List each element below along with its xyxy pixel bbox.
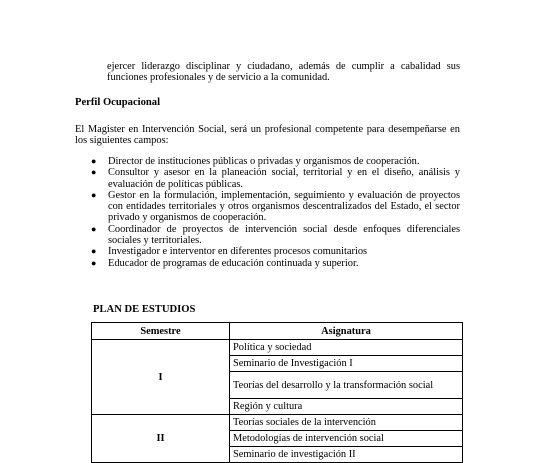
bullet-icon: ●: [91, 246, 97, 257]
perfil-list: [75, 156, 460, 269]
list-item: ● Investigador e interventor en diferentes procesos comunitarios: [91, 246, 368, 258]
list-item: ● Coordinador de proyectos de intervención social desde enfoques diferenciales sociales y territoriales.: [91, 223, 460, 247]
perfil-intro: El Magister en Intervención Social, será un profesional competente para desempeñarse en los siguientes campos:: [75, 124, 460, 147]
list-item: ● Director de instituciones públicas o privadas y organismos de cooperación.: [91, 156, 420, 167]
table-row: [92, 340, 463, 356]
subject-cell: Política y sociedad: [230, 340, 463, 356]
bullet-icon: ●: [91, 257, 97, 268]
subject-cell: Región y cultura: [230, 399, 463, 415]
subject-cell: Seminario de investigación II: [230, 447, 463, 463]
plan-table: [91, 322, 463, 463]
bullet-icon: ●: [91, 156, 97, 166]
list-item: ● Gestor en la formulación, implementación, seguimiento y evaluación de proyectos con entidades territoriales y otros organismos descentralizados del Estado, el sector privado y organismos de cooperación.: [91, 189, 460, 224]
table-header-row: [92, 323, 463, 340]
continuation-paragraph: ejercer liderazgo disciplinar y ciudadano, además de cumplir a cabalidad sus funciones profesionales y de servicio a la comunidad.: [107, 61, 460, 84]
list-item: ● Educador de programas de educación continuada y superior.: [91, 257, 359, 269]
bullet-icon: ●: [91, 167, 97, 178]
semester-label: I: [92, 340, 230, 415]
perfil-heading: Perfil Ocupacional: [75, 97, 161, 108]
semester-label: II: [92, 415, 230, 463]
bullet-icon: ●: [91, 223, 97, 234]
table-row: [92, 415, 463, 431]
bullet-icon: ●: [91, 189, 97, 200]
subject-cell: Seminario de Investigación I: [230, 356, 463, 372]
subject-cell: Metodologías de intervención social: [230, 431, 463, 447]
plan-title: PLAN DE ESTUDIOS: [93, 304, 196, 315]
header-asignatura: Asignatura: [230, 323, 463, 340]
header-semestre: Semestre: [92, 323, 230, 340]
subject-cell: Teorías sociales de la intervención: [230, 415, 463, 431]
subject-cell: Teorías del desarrollo y la transformación social: [230, 372, 463, 399]
list-item: ● Consultor y asesor en la planeación social, territorial y en el diseño, análisis y evaluación de políticas públicas.: [91, 167, 460, 190]
